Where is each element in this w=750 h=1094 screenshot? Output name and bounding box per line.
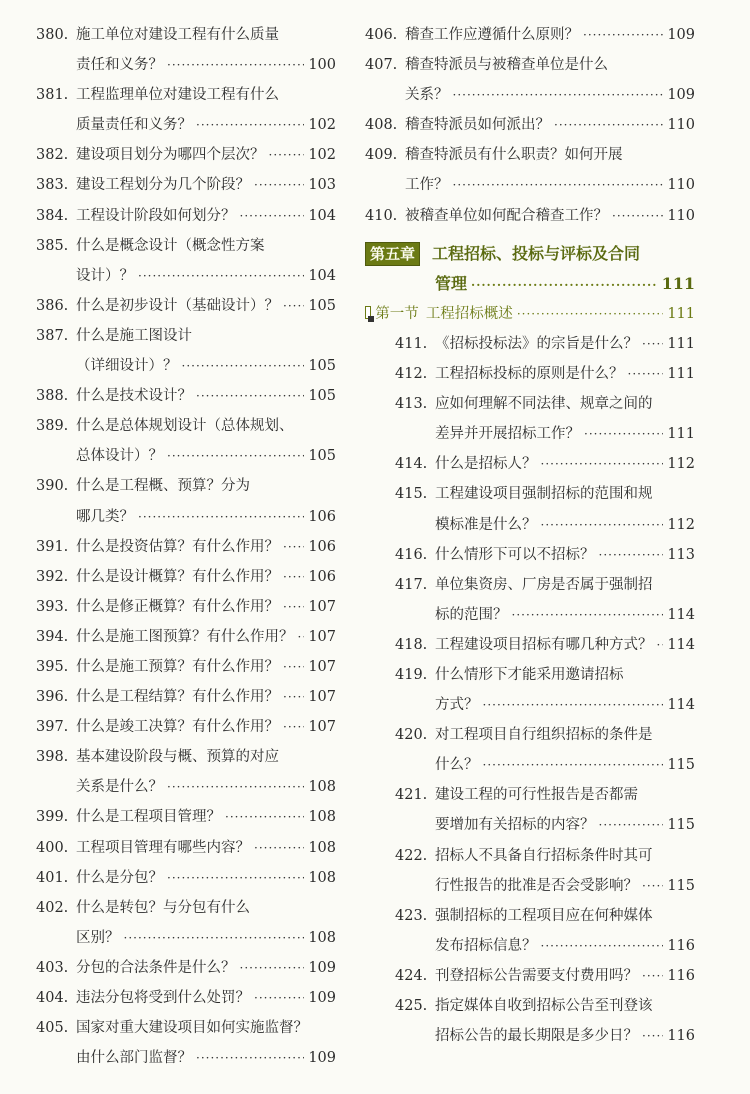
toc-entry[interactable] <box>36 592 336 622</box>
entry-text: 什么是修正概算？有什么作用？ <box>76 598 279 615</box>
entry-number: 388. <box>36 388 69 405</box>
entry-text: 工作？ <box>405 177 449 194</box>
entry-number: 413. <box>395 396 428 413</box>
entry-text: 工程建设项目招标有哪几种方式？ <box>435 636 653 653</box>
leader-dots <box>254 983 304 1013</box>
toc-entry[interactable] <box>36 532 336 562</box>
entry-page-number: 108 <box>308 809 336 826</box>
entry-page-number: 109 <box>667 87 695 104</box>
leader-dots <box>283 712 304 742</box>
toc-entry[interactable] <box>36 562 336 592</box>
entry-page-number: 112 <box>667 516 695 533</box>
toc-entry[interactable] <box>36 291 336 321</box>
entry-number: 421. <box>395 787 428 804</box>
entry-number: 404. <box>36 990 69 1006</box>
leader-dots <box>453 80 664 110</box>
entry-number: 412. <box>395 366 428 383</box>
entry-text: 工程设计阶段如何划分？ <box>76 207 236 224</box>
leader-dots <box>167 772 304 802</box>
entry-number: 396. <box>36 689 69 706</box>
entry-page-number: 106 <box>308 508 336 525</box>
leader-dots <box>254 833 304 863</box>
entry-text: 方式？ <box>435 697 479 714</box>
toc-entry[interactable] <box>36 893 336 953</box>
leader-dots <box>642 329 663 359</box>
leader-dots <box>471 270 658 300</box>
leader-dots <box>599 540 664 570</box>
chapter-page-number: 111 <box>661 273 695 293</box>
entry-page-number: 109 <box>308 990 336 1006</box>
entry-number: 406. <box>365 27 398 43</box>
entry-number: 381. <box>36 87 69 104</box>
entry-page-number: 110 <box>667 207 695 224</box>
entry-page-number: 107 <box>308 689 336 706</box>
entry-page-number: 109 <box>308 959 336 976</box>
toc-entry[interactable] <box>36 833 336 863</box>
entry-text: 行性报告的批准是否会受影响？ <box>435 877 638 894</box>
entry-page-number: 116 <box>667 967 695 984</box>
entry-text: 刊登招标公告需要支付费用吗？ <box>435 967 638 984</box>
entry-page-number: 114 <box>667 606 695 623</box>
toc-entry[interactable] <box>365 201 695 231</box>
toc-entry[interactable] <box>395 540 695 570</box>
toc-entry[interactable] <box>36 863 336 893</box>
entry-number: 387. <box>36 327 69 344</box>
leader-dots <box>599 810 664 840</box>
leader-dots <box>612 201 663 231</box>
entry-text: 工程监理单位对建设工程有什么 <box>76 87 279 104</box>
toc-entry[interactable] <box>365 50 695 110</box>
leader-dots <box>283 652 304 682</box>
leader-dots <box>642 961 663 991</box>
entry-number: 395. <box>36 658 69 675</box>
entry-page-number: 112 <box>667 456 695 473</box>
entry-page-number: 105 <box>308 358 336 375</box>
leader-dots <box>657 630 664 660</box>
entry-page-number: 107 <box>308 598 336 615</box>
toc-entry[interactable] <box>365 110 695 140</box>
entry-number: 409. <box>365 147 398 164</box>
entry-text: 关系？ <box>405 87 449 104</box>
entry-page-number: 109 <box>308 1050 336 1067</box>
leader-dots <box>283 532 304 562</box>
entry-number: 411. <box>395 335 428 352</box>
toc-entry[interactable] <box>36 953 336 983</box>
entry-text: 什么是施工图预算？有什么作用？ <box>76 628 294 645</box>
leader-dots <box>196 1043 304 1073</box>
section-title: 工程招标概述 <box>425 305 513 322</box>
entry-number: 420. <box>395 727 428 744</box>
entry-number: 386. <box>36 297 69 314</box>
entry-number: 399. <box>36 809 69 826</box>
entry-page-number: 103 <box>308 177 336 194</box>
entry-text: 违法分包将受到什么处罚？ <box>76 990 250 1006</box>
entry-page-number: 104 <box>308 267 336 284</box>
leader-dots <box>483 750 664 780</box>
leader-dots <box>167 863 304 893</box>
leader-dots <box>453 170 664 200</box>
entry-text: 国家对重大建设项目如何实施监督？ <box>76 1020 308 1037</box>
toc-entry[interactable] <box>36 170 336 200</box>
toc-entry[interactable] <box>395 961 695 991</box>
toc-entry[interactable] <box>395 991 695 1051</box>
entry-page-number: 108 <box>308 779 336 796</box>
entry-text: 指定媒体自收到招标公告至刊登该 <box>435 998 653 1014</box>
chapter-badge: 第五章 <box>365 242 420 266</box>
entry-text: 建设项目划分为哪四个层次？ <box>76 147 265 164</box>
entry-page-number: 111 <box>667 426 695 443</box>
entry-number: 424. <box>395 967 428 984</box>
chapter-title-line-1: 工程招标、投标与评标及合同 <box>432 243 641 263</box>
entry-text: 模标准是什么？ <box>435 516 537 533</box>
entry-number: 394. <box>36 628 69 645</box>
entry-text: 什么是工程项目管理？ <box>76 809 221 826</box>
entry-text: 被稽查单位如何配合稽查工作？ <box>405 207 608 224</box>
chapter-title-line-2: 管理 <box>435 273 468 293</box>
toc-entry[interactable] <box>395 630 695 660</box>
entry-text: 什么是工程概、预算？分为 <box>76 478 250 495</box>
toc-entry[interactable] <box>395 841 695 901</box>
entry-number: 397. <box>36 719 69 736</box>
entry-number: 423. <box>395 907 428 924</box>
leader-dots <box>225 802 304 832</box>
entry-text: 由什么部门监督？ <box>76 1050 192 1067</box>
entry-page-number: 100 <box>308 57 336 74</box>
entry-number: 417. <box>395 576 428 593</box>
entry-page-number: 104 <box>308 207 336 224</box>
toc-entry[interactable] <box>36 742 336 802</box>
toc-entry[interactable] <box>36 983 336 1013</box>
leader-dots <box>167 50 304 80</box>
entry-number: 380. <box>36 27 69 43</box>
leader-dots <box>541 510 664 540</box>
entry-page-number: 109 <box>667 27 695 43</box>
entry-number: 405. <box>36 1020 69 1037</box>
entry-number: 410. <box>365 207 398 224</box>
entry-text: 工程招标投标的原则是什么？ <box>435 366 624 383</box>
leader-dots <box>269 140 305 170</box>
entry-page-number: 116 <box>667 1028 695 1045</box>
leader-dots <box>298 622 305 652</box>
toc-column-right <box>365 20 695 1051</box>
entry-number: 419. <box>395 666 428 683</box>
entry-text: 质量责任和义务？ <box>76 117 192 134</box>
toc-entries-right-top <box>365 20 695 231</box>
entry-number: 418. <box>395 636 428 653</box>
toc-entry[interactable] <box>36 80 336 140</box>
entry-text: 建设工程的可行性报告是否都需 <box>435 787 638 804</box>
entry-text: 工程项目管理有哪些内容？ <box>76 839 250 856</box>
leader-dots <box>628 359 664 389</box>
entry-page-number: 116 <box>667 937 695 954</box>
entry-page-number: 107 <box>308 719 336 736</box>
entry-number: 384. <box>36 207 69 224</box>
entry-number: 422. <box>395 847 428 864</box>
toc-entry[interactable] <box>36 802 336 832</box>
entry-text: （详细设计）？ <box>76 358 178 375</box>
entry-text: 分包的合法条件是什么？ <box>76 959 236 976</box>
entry-text: 什么是分包？ <box>76 869 163 886</box>
entry-text: 应如何理解不同法律、规章之间的 <box>435 396 653 413</box>
toc-entry[interactable] <box>36 201 336 231</box>
toc-entry[interactable] <box>395 329 695 359</box>
leader-dots <box>283 592 304 622</box>
entry-number: 389. <box>36 418 69 435</box>
entry-text: 什么是竣工决算？有什么作用？ <box>76 719 279 736</box>
leader-dots <box>167 441 304 471</box>
toc-entry[interactable] <box>395 660 695 720</box>
entry-page-number: 114 <box>667 697 695 714</box>
entry-number: 402. <box>36 899 69 916</box>
leader-dots <box>124 923 305 953</box>
entry-text: 对工程项目自行组织招标的条件是 <box>435 727 653 744</box>
leader-dots <box>138 261 304 291</box>
entry-page-number: 110 <box>667 117 695 134</box>
entry-text: 什么是施工图设计 <box>76 327 192 344</box>
leader-dots <box>483 690 664 720</box>
entry-text: 什么是初步设计（基础设计）？ <box>76 297 279 314</box>
entry-text: 责任和义务？ <box>76 57 163 74</box>
leader-dots <box>584 419 663 449</box>
entry-text: 稽查特派员与被稽查单位是什么 <box>405 57 608 74</box>
toc-entry[interactable] <box>395 449 695 479</box>
entry-text: 什么是施工预算？有什么作用？ <box>76 658 279 675</box>
toc-entry[interactable] <box>395 780 695 840</box>
entry-number: 408. <box>365 117 398 134</box>
entry-text: 设计）？ <box>76 267 134 284</box>
entry-text: 稽查特派员有什么职责？如何开展 <box>405 147 623 164</box>
toc-entry[interactable] <box>36 682 336 712</box>
entry-text: 什么是总体规划设计（总体规划、 <box>76 418 294 435</box>
section-page-number: 111 <box>667 305 695 322</box>
toc-entry[interactable] <box>36 652 336 682</box>
leader-dots <box>583 20 663 50</box>
entry-page-number: 114 <box>667 636 695 653</box>
entry-page-number: 105 <box>308 448 336 465</box>
entry-page-number: 111 <box>667 335 695 352</box>
leader-dots <box>283 562 304 592</box>
entry-number: 425. <box>395 998 428 1014</box>
entry-number: 391. <box>36 538 69 555</box>
entry-text: 关系是什么？ <box>76 779 163 796</box>
toc-entry[interactable] <box>36 321 336 381</box>
entry-page-number: 105 <box>308 297 336 314</box>
toc-entry[interactable] <box>395 720 695 780</box>
entry-page-number: 102 <box>308 117 336 134</box>
toc-entry[interactable] <box>36 712 336 742</box>
entry-text: 什么是技术设计？ <box>76 388 192 405</box>
leader-dots <box>254 170 304 200</box>
toc-entry[interactable] <box>36 1013 336 1073</box>
toc-column-left <box>36 20 336 1073</box>
entry-text: 稽查特派员如何派出？ <box>405 117 550 134</box>
toc-entry[interactable] <box>36 231 336 291</box>
toc-entry[interactable] <box>36 622 336 652</box>
leader-dots <box>642 871 663 901</box>
entry-text: 什么情形下才能采用邀请招标 <box>435 666 624 683</box>
leader-dots <box>541 449 664 479</box>
toc-entry[interactable] <box>395 389 695 449</box>
entry-text: 什么？ <box>435 757 479 774</box>
entry-text: 哪几类？ <box>76 508 134 525</box>
chapter-heading[interactable] <box>365 239 695 299</box>
entry-number: 415. <box>395 486 428 503</box>
entry-number: 393. <box>36 598 69 615</box>
leader-dots <box>240 953 305 983</box>
entry-text: 招标人不具备自行招标条件时其可 <box>435 847 653 864</box>
entry-text: 建设工程划分为几个阶段？ <box>76 177 250 194</box>
entry-page-number: 107 <box>308 658 336 675</box>
toc-entry[interactable] <box>365 140 695 200</box>
entry-page-number: 106 <box>308 538 336 555</box>
entry-number: 403. <box>36 959 69 976</box>
toc-entry[interactable] <box>395 359 695 389</box>
entry-page-number: 115 <box>667 757 695 774</box>
leader-dots <box>196 110 304 140</box>
entry-number: 383. <box>36 177 69 194</box>
entry-text: 招标公告的最长期限是多少日？ <box>435 1028 638 1045</box>
entry-number: 392. <box>36 568 69 585</box>
entry-text: 《招标投标法》的宗旨是什么？ <box>435 335 638 352</box>
entry-text: 施工单位对建设工程有什么质量 <box>76 27 279 43</box>
entry-number: 400. <box>36 839 69 856</box>
toc-entry[interactable] <box>36 411 336 471</box>
leader-dots <box>283 682 304 712</box>
leader-dots <box>196 381 304 411</box>
entry-page-number: 108 <box>308 839 336 856</box>
toc-entry[interactable] <box>365 20 695 50</box>
entry-text: 什么情形下可以不招标？ <box>435 546 595 563</box>
toc-entry[interactable] <box>395 570 695 630</box>
entry-text: 标的范围？ <box>435 606 508 623</box>
entry-page-number: 111 <box>667 366 695 383</box>
entry-text: 单位集资房、厂房是否属于强制招 <box>435 576 653 593</box>
entry-page-number: 110 <box>667 177 695 194</box>
entry-number: 407. <box>365 57 398 74</box>
entry-text: 什么是工程结算？有什么作用？ <box>76 689 279 706</box>
entry-number: 401. <box>36 869 69 886</box>
entry-page-number: 115 <box>667 877 695 894</box>
entry-text: 总体设计）？ <box>76 448 163 465</box>
leader-dots <box>517 299 664 329</box>
toc-entries-right-bottom <box>365 329 695 1051</box>
entry-text: 发布招标信息？ <box>435 937 537 954</box>
toc-entry[interactable] <box>36 140 336 170</box>
entry-number: 414. <box>395 456 428 473</box>
entry-text: 什么是招标人？ <box>435 456 537 473</box>
toc-entry[interactable] <box>36 20 336 80</box>
toc-entry[interactable] <box>395 479 695 539</box>
entry-page-number: 108 <box>308 869 336 886</box>
entry-page-number: 115 <box>667 817 695 834</box>
leader-dots <box>182 351 305 381</box>
leader-dots <box>138 502 304 532</box>
entry-text: 要增加有关招标的内容？ <box>435 817 595 834</box>
leader-dots <box>512 600 664 630</box>
toc-entry[interactable] <box>395 901 695 961</box>
leader-dots <box>541 931 664 961</box>
entry-number: 398. <box>36 749 69 766</box>
entry-text: 区别？ <box>76 929 120 946</box>
entry-page-number: 108 <box>308 929 336 946</box>
entry-page-number: 106 <box>308 568 336 585</box>
entry-text: 什么是概念设计（概念性方案 <box>76 237 265 254</box>
leader-dots <box>554 110 663 140</box>
leader-dots <box>240 201 305 231</box>
entry-number: 390. <box>36 478 69 495</box>
entry-text: 什么是转包？与分包有什么 <box>76 899 250 916</box>
leader-dots <box>283 291 304 321</box>
section-heading[interactable] <box>365 299 695 329</box>
toc-entry[interactable] <box>36 471 336 531</box>
entry-text: 差异并开展招标工作？ <box>435 426 580 443</box>
section-icon <box>365 306 371 319</box>
entry-text: 什么是投资估算？有什么作用？ <box>76 538 279 555</box>
section-label: 第一节 <box>375 305 419 322</box>
entry-text: 工程建设项目强制招标的范围和规 <box>435 486 653 503</box>
entry-page-number: 113 <box>667 546 695 563</box>
entry-text: 稽查工作应遵循什么原则？ <box>405 27 579 43</box>
entry-text: 基本建设阶段与概、预算的对应 <box>76 749 279 766</box>
entry-number: 382. <box>36 147 69 164</box>
entry-text: 什么是设计概算？有什么作用？ <box>76 568 279 585</box>
entry-page-number: 107 <box>308 628 336 645</box>
leader-dots <box>642 1021 663 1051</box>
toc-entry[interactable] <box>36 381 336 411</box>
entry-text: 强制招标的工程项目应在何种媒体 <box>435 907 653 924</box>
entry-number: 416. <box>395 546 428 563</box>
entry-page-number: 102 <box>308 147 336 164</box>
entry-number: 385. <box>36 237 69 254</box>
entry-page-number: 105 <box>308 388 336 405</box>
